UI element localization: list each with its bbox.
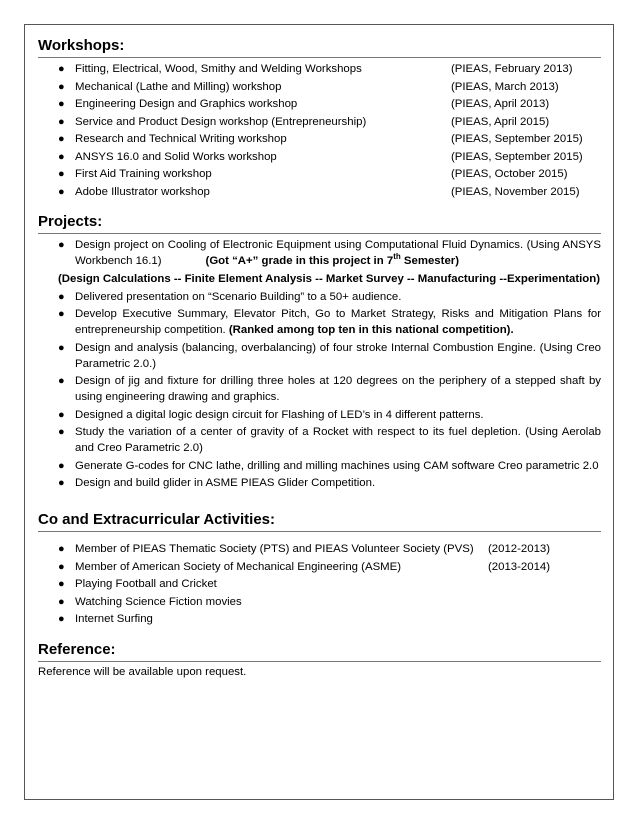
workshops-section [38, 37, 601, 201]
list-item: ● Study the variation of a center of gravity of a Rocket with respect to its fuel depletion. (Using Aerolab and Creo Parametric 2.0) [58, 426, 601, 454]
list-item: ● Watching Science Fiction movies [58, 595, 242, 608]
list-item: ● Playing Football and Cricket [58, 578, 217, 590]
list-item: ● Design and analysis (balancing, overbalancing) of four stroke Internal Combustion Engine. (Using Creo Parametric 2.0.) [58, 341, 601, 370]
list-item: ● Designed a digital logic design circuit for Flashing of LED’s in 4 different patterns. [58, 408, 484, 421]
section-title-workshops: Workshops: [38, 37, 601, 58]
bullet-icon: ● [58, 595, 65, 608]
list-item: ● Delivered presentation on “Scenario Building” to a 50+ audience. [58, 290, 402, 303]
list-item: ● Engineering Design and Graphics workshop (PIEAS, April 2013) [58, 98, 550, 110]
bullet-icon: ● [58, 375, 65, 387]
projects-list [38, 237, 601, 269]
list-item: ● Mechanical (Lathe and Milling) workshop (PIEAS, March 2013) [58, 80, 559, 93]
activities-section [38, 511, 601, 629]
bullet-icon: ● [58, 560, 65, 573]
projects-list-continued [38, 289, 601, 492]
bullet-icon: ● [58, 341, 65, 354]
bullet-icon: ● [58, 115, 65, 128]
workshops-list [38, 61, 601, 200]
grade-note: (Got “A+” grade in this project in 7th Semester) [205, 252, 459, 267]
activities-list [38, 541, 601, 627]
list-item: ● Design of jig and fixture for drilling three holes at 120 degrees on the periphery of a stepped shaft by using engineering drawing and graphics. [58, 375, 601, 403]
bullet-icon: ● [58, 239, 65, 251]
bullet-icon: ● [58, 290, 65, 303]
section-title-activities: Co and Extracurricular Activities: [38, 511, 601, 532]
bullet-icon: ● [58, 543, 65, 555]
bullet-icon: ● [58, 426, 65, 438]
list-item: ● Design and build glider in ASME PIEAS Glider Competition. [58, 477, 376, 489]
bullet-icon: ● [58, 578, 65, 590]
bullet-icon: ● [58, 98, 65, 110]
list-item: ● Research and Technical Writing workshop (PIEAS, September 2015) [58, 133, 583, 145]
section-title-projects: Projects: [38, 213, 601, 234]
bullet-icon: ● [58, 168, 65, 180]
bullet-icon: ● [58, 308, 65, 320]
list-item: ● Generate G-codes for CNC lathe, drilling and milling machines using CAM software Creo parametric 2.0 [58, 459, 599, 472]
bullet-icon: ● [58, 613, 65, 625]
section-title-reference: Reference: [38, 641, 601, 662]
bullet-icon: ● [58, 477, 65, 489]
list-item: ● Internet Surfing [58, 613, 153, 625]
bullet-icon: ● [58, 63, 65, 75]
bullet-icon: ● [58, 459, 65, 472]
list-item: ● Develop Executive Summary, Elevator Pitch, Go to Market Strategy, Risks and Mitigation Plans for entrepreneurship competition. (Ranked among top ten in this national competition). [58, 308, 601, 336]
bullet-icon: ● [58, 408, 65, 421]
list-item: ● Member of American Society of Mechanical Engineering (ASME) (2013-2014) [58, 560, 551, 573]
list-item: ● ANSYS 16.0 and Solid Works workshop (PIEAS, September 2015) [58, 150, 583, 163]
list-item: ● Member of PIEAS Thematic Society (PTS) and PIEAS Volunteer Society (PVS) (2012-2013) [58, 543, 551, 555]
list-item: ● Service and Product Design workshop (Entrepreneurship) (PIEAS, April 2015) [58, 115, 550, 128]
list-item: ● Design project on Cooling of Electronic Equipment using Computational Fluid Dynamics. (Using ANSYS Workbench 16.1) (Got “A+” grade in this project in 7th Semester) [58, 239, 601, 267]
reference-text: Reference will be available upon request. [38, 666, 247, 678]
bullet-icon: ● [58, 133, 65, 145]
project-phases: (Design Calculations -- Finite Element Analysis -- Market Survey -- Manufacturing --Experimentation) [58, 272, 600, 285]
list-item: ● Fitting, Electrical, Wood, Smithy and Welding Workshops (PIEAS, February 2013) [58, 63, 573, 75]
bullet-icon: ● [58, 185, 65, 198]
bullet-icon: ● [58, 80, 65, 93]
list-item: ● Adobe Illustrator workshop (PIEAS, November 2015) [58, 185, 580, 198]
resume-page [24, 24, 614, 800]
reference-section [38, 641, 601, 680]
projects-section [38, 213, 601, 493]
list-item: ● First Aid Training workshop (PIEAS, October 2015) [58, 168, 568, 180]
bullet-icon: ● [58, 150, 65, 163]
